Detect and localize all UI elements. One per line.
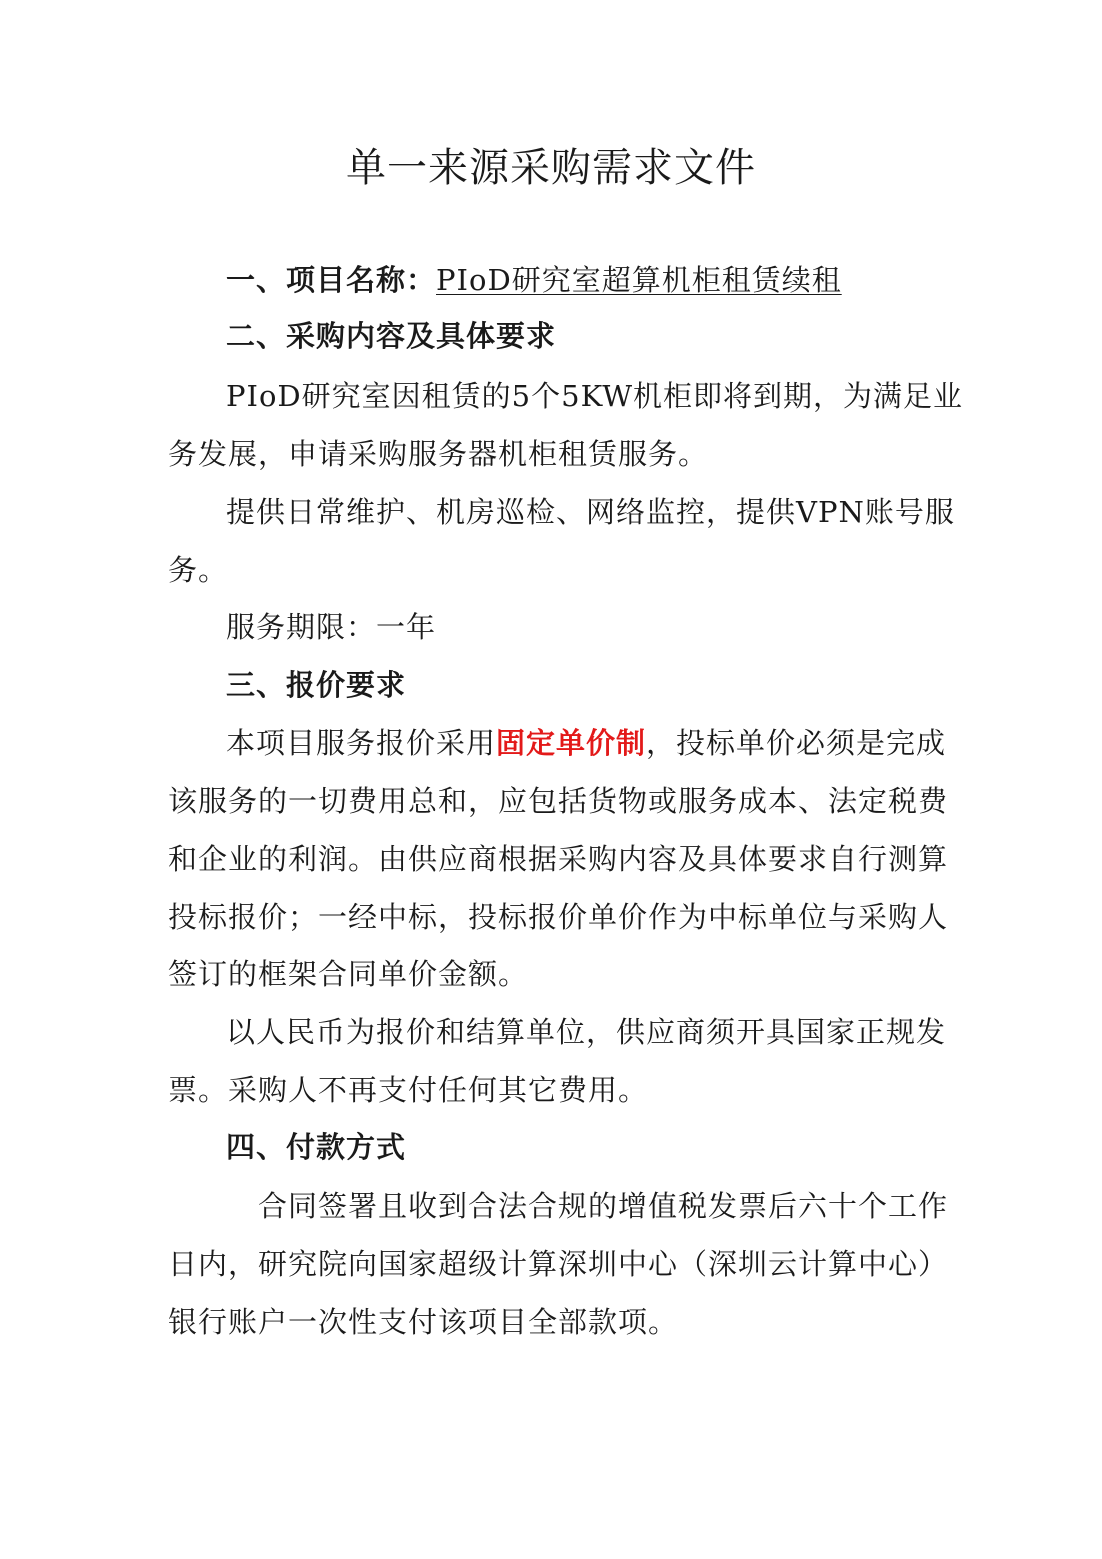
section-2-paragraph-1-line-2: 务发展，申请采购服务器机柜租赁服务。 xyxy=(168,437,709,471)
section-2-paragraph-2-line-2: 务。 xyxy=(168,553,229,587)
section-2-paragraph-1-line-1: PIoD研究室因租赁的5个5KW机柜即将到期，为满足业 xyxy=(226,379,964,413)
section-3-paragraph-1-line-4: 投标报价；一经中标，投标报价单价作为中标单位与采购人 xyxy=(168,900,949,934)
section-4-paragraph-1-line-1: 合同签署且收到合法合规的增值税发票后六十个工作 xyxy=(258,1189,949,1223)
section-4-paragraph-1-line-2: 日内，研究院向国家超级计算深圳中心（深圳云计算中心） xyxy=(168,1247,949,1281)
section-1 xyxy=(226,260,842,300)
pricing-text-suffix: ，投标单价必须是完成 xyxy=(646,726,947,760)
section-3-paragraph-1-line-5: 签订的框架合同单价金额。 xyxy=(168,957,529,991)
section-1-heading: 一、项目名称： xyxy=(226,263,437,297)
section-3-paragraph-1-line-2: 该服务的一切费用总和，应包括货物或服务成本、法定税费 xyxy=(168,784,949,818)
section-3-paragraph-1-line-3: 和企业的利润。由供应商根据采购内容及具体要求自行测算 xyxy=(168,842,949,876)
project-name: PIoD研究室超算机柜租赁续租 xyxy=(436,263,842,297)
section-2-paragraph-2-line-1: 提供日常维护、机房巡检、网络监控，提供VPN账号服 xyxy=(226,495,955,529)
section-4-paragraph-1-line-3: 银行账户一次性支付该项目全部款项。 xyxy=(168,1305,679,1339)
fixed-unit-price-highlight: 固定单价制 xyxy=(496,726,647,760)
section-3-paragraph-2-line-1: 以人民币为报价和结算单位，供应商须开具国家正规发 xyxy=(226,1015,947,1049)
pricing-text-prefix: 本项目服务报价采用 xyxy=(226,726,497,760)
document-title: 单一来源采购需求文件 xyxy=(346,145,756,191)
section-3-heading: 三、报价要求 xyxy=(226,668,407,702)
section-3-paragraph-2-line-2: 票。采购人不再支付任何其它费用。 xyxy=(168,1073,649,1107)
service-period: 服务期限：一年 xyxy=(226,610,437,644)
section-4-heading: 四、付款方式 xyxy=(226,1130,407,1164)
section-3-paragraph-1-line-1 xyxy=(226,723,947,763)
section-2-heading: 二、采购内容及具体要求 xyxy=(226,319,557,353)
